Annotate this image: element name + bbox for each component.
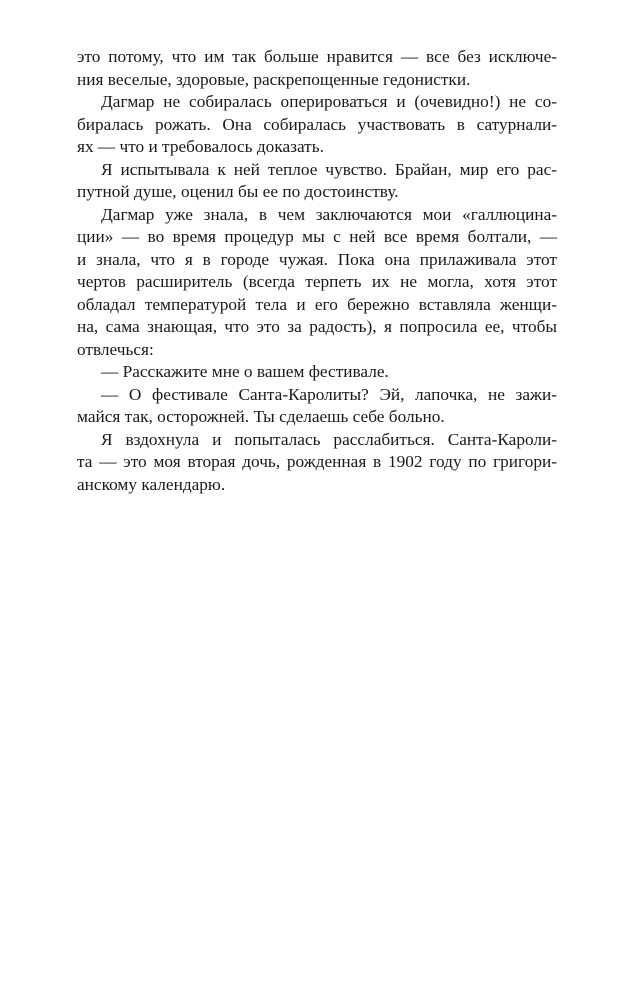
text-line: Я вздохнула и попыталась расслабиться. Санта-Кароли- <box>101 429 557 449</box>
text-line: Дагмар уже знала, в чем заключаются мои «галлюцина- <box>101 204 557 224</box>
body-text <box>77 46 557 496</box>
text-line: отвлечься: <box>77 339 154 359</box>
text-line: ции» — во время процедур мы с ней все время болтали, — <box>77 227 557 246</box>
text-line: и знала, что я в городе чужая. Пока она прилаживала этот <box>77 249 557 269</box>
text-line: Дагмар не собиралась оперироваться и (очевидно!) не со- <box>101 92 557 111</box>
text-line: Я испытывала к ней теплое чувство. Брайан, мир его рас- <box>101 159 557 179</box>
text-line: биралась рожать. Она собиралась участвовать в сатурнали- <box>77 114 557 134</box>
text-line: ния веселые, здоровые, раскрепощенные гедонистки. <box>77 69 471 89</box>
text-line: анскому календарю. <box>77 474 226 494</box>
dialogue-line: — О фестивале Санта-Каролиты? Эй, лапочка, не зажи- <box>101 384 557 404</box>
text-line: чертов расширитель (всегда терпеть их не могла, хотя этот <box>77 272 557 291</box>
text-line: ях — что и требовалось доказать. <box>77 137 324 156</box>
text-line: обладал температурой тела и его бережно вставляла женщи- <box>77 294 557 314</box>
text-line: путной душе, оценил бы ее по достоинству. <box>77 182 399 201</box>
dialogue-line: майся так, осторожней. Ты сделаешь себе больно. <box>77 407 445 426</box>
text-line: на, сама знающая, что это за радость), я попросила ее, чтобы <box>77 317 557 336</box>
text-line: это потому, что им так больше нравится — все без исключе- <box>77 47 557 66</box>
text-line: та — это моя вторая дочь, рожденная в 1902 году по григори- <box>77 452 557 471</box>
dialogue-line: — Расскажите мне о вашем фестивале. <box>101 362 389 381</box>
